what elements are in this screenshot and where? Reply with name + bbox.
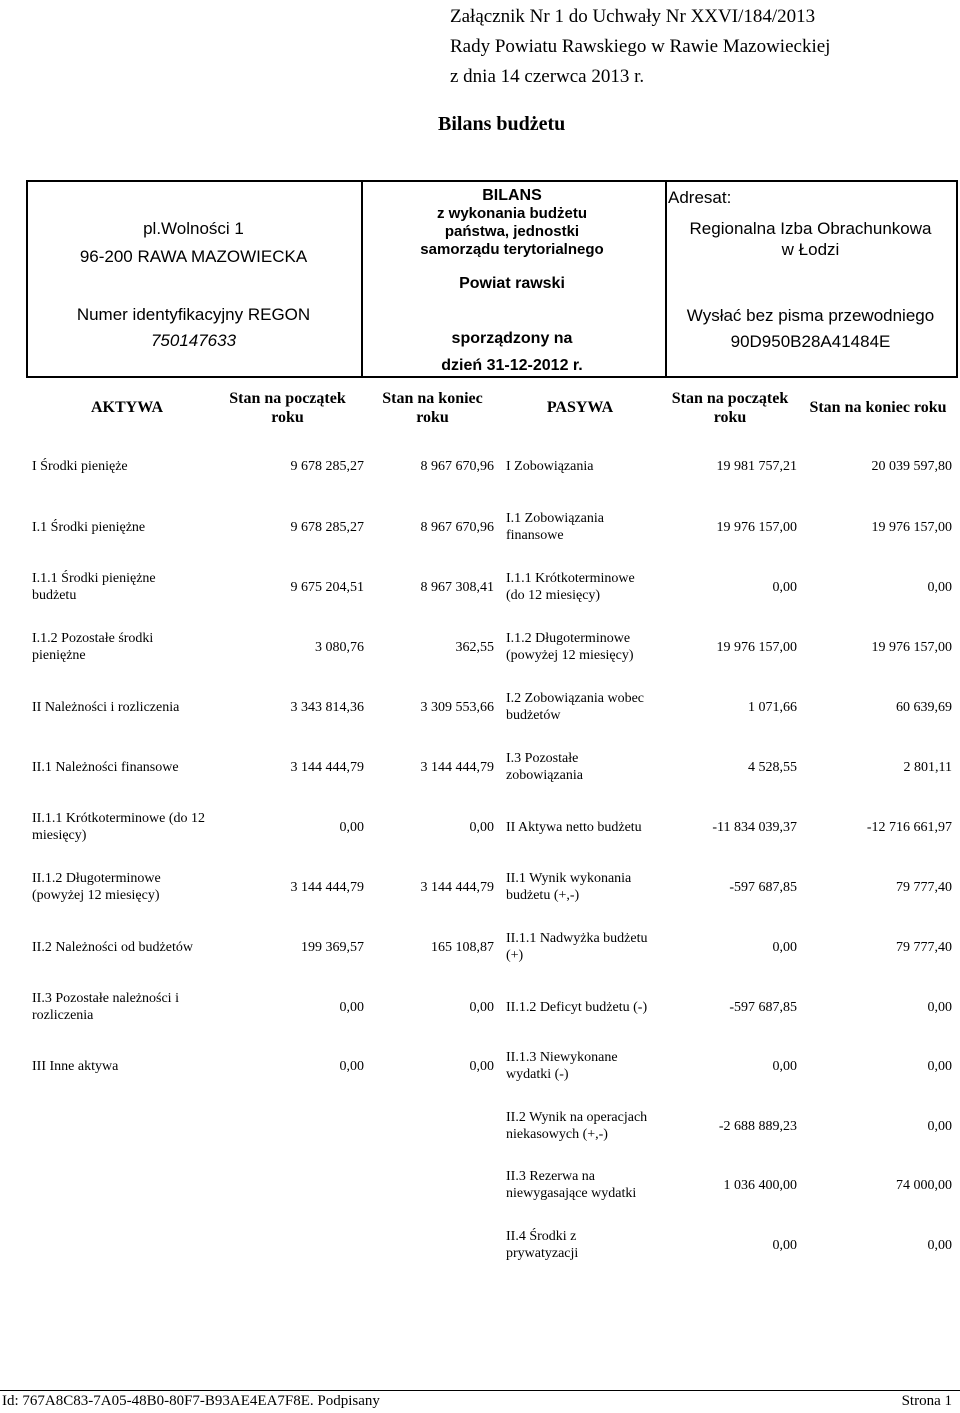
- aktywa-start-value: 0,00: [339, 1000, 364, 1015]
- col-stan-poczatek-aktywa: [210, 389, 365, 427]
- pasywa-end-value: 0,00: [927, 1059, 952, 1074]
- aktywa-end-value: 8 967 670,96: [420, 459, 494, 474]
- aktywa-end-value: 0,00: [469, 820, 494, 835]
- pasywa-label: II.4 Środki z prywatyzacji: [506, 1229, 579, 1261]
- col-stan-poczatek-pasywa-line2: roku: [713, 409, 747, 426]
- header-line-1: Załącznik Nr 1 do Uchwały Nr XXVI/184/2013: [450, 6, 816, 27]
- footer-id: Id: 767A8C83-7A05-48B0-80F7-B93AE4EA7F8E. Podpisany: [2, 1393, 380, 1409]
- aktywa-label: I Środki pienięże: [32, 459, 128, 474]
- pasywa-end-value: 19 976 157,00: [871, 640, 952, 655]
- address-block: [28, 215, 359, 271]
- pasywa-label: I Zobowiązania: [506, 459, 594, 474]
- aktywa-end-value: 0,00: [469, 1000, 494, 1015]
- pasywa-end-value: 20 039 597,80: [871, 459, 952, 474]
- pasywa-label: I.1 Zobowiązania finansowe: [506, 511, 604, 543]
- col-aktywa: AKTYWA: [90, 399, 163, 416]
- bilans-block: [361, 187, 663, 259]
- aktywa-start-value: 9 678 285,27: [290, 459, 364, 474]
- aktywa-label: II Należności i rozliczenia: [32, 700, 180, 715]
- document-code: 90D950B28A41484E: [730, 332, 891, 351]
- aktywa-end-value: 362,55: [455, 640, 494, 655]
- sporzadzony-label: sporządzony na: [451, 330, 573, 347]
- bilans-title: BILANS: [482, 187, 542, 204]
- col-stan-koniec-pasywa: Stan na koniec roku: [809, 399, 947, 416]
- aktywa-start-value: 9 678 285,27: [290, 520, 364, 535]
- aktywa-end-value: 8 967 308,41: [420, 580, 494, 595]
- col-stan-koniec-aktywa-line2: roku: [416, 409, 449, 426]
- recipient-name: Regionalna Izba Obrachunkowa: [689, 219, 932, 238]
- pasywa-label: II.1.2 Deficyt budżetu (-): [506, 1000, 648, 1015]
- document-header: [450, 2, 830, 92]
- pasywa-label: II.1 Wynik wykonania budżetu (+,-): [506, 871, 632, 903]
- address-city: 96-200 RAWA MAZOWIECKA: [79, 247, 308, 266]
- aktywa-start-value: 3 144 444,79: [290, 880, 364, 895]
- pasywa-start-value: 19 976 157,00: [716, 640, 797, 655]
- bilans-subtitle-3: samorządu terytorialnego: [420, 241, 604, 258]
- aktywa-end-value: 8 967 670,96: [420, 520, 494, 535]
- pasywa-label: II.3 Rezerwa na niewygasające wydatki: [506, 1169, 637, 1201]
- pasywa-start-value: 0,00: [772, 1238, 797, 1253]
- pasywa-start-value: -2 688 889,23: [718, 1119, 797, 1134]
- aktywa-label: I.1.2 Pozostałe środki pieniężne: [32, 631, 154, 663]
- address-street: pl.Wolności 1: [143, 219, 244, 238]
- header-line-2: Rady Powiatu Rawskiego w Rawie Mazowieckiej: [450, 36, 831, 57]
- aktywa-label: III Inne aktywa: [32, 1059, 119, 1074]
- pasywa-end-value: 74 000,00: [896, 1178, 952, 1193]
- powiat-name: Powiat rawski: [459, 275, 565, 292]
- aktywa-label: II.1.2 Długoterminowe (powyżej 12 miesięcy): [32, 871, 161, 903]
- pasywa-start-value: -11 834 039,37: [712, 820, 797, 835]
- pasywa-start-value: 0,00: [772, 1059, 797, 1074]
- pasywa-end-value: 0,00: [927, 1119, 952, 1134]
- aktywa-end-value: 0,00: [469, 1059, 494, 1074]
- pasywa-end-value: 60 639,69: [896, 700, 952, 715]
- pasywa-start-value: 19 981 757,21: [716, 459, 797, 474]
- footer-divider: [0, 1390, 960, 1391]
- recipient-city: w Łodzi: [781, 240, 840, 259]
- pasywa-start-value: 1 071,66: [748, 700, 797, 715]
- bilans-subtitle-2: państwa, jednostki: [444, 223, 580, 240]
- pasywa-label: I.1.2 Długoterminowe (powyżej 12 miesięcy): [506, 631, 634, 663]
- aktywa-label: II.3 Pozostałe należności i rozliczenia: [32, 991, 179, 1023]
- pasywa-end-value: -12 716 661,97: [866, 820, 952, 835]
- pasywa-label: I.1.1 Krótkoterminowe (do 12 miesięcy): [506, 571, 635, 603]
- pasywa-label: II Aktywa netto budżetu: [506, 820, 642, 835]
- aktywa-start-value: 0,00: [339, 1059, 364, 1074]
- col-stan-koniec-aktywa: [365, 389, 500, 427]
- col-stan-poczatek-aktywa-line2: roku: [271, 409, 304, 426]
- pasywa-start-value: 19 976 157,00: [716, 520, 797, 535]
- pasywa-end-value: 0,00: [927, 1238, 952, 1253]
- pasywa-label: II.1.3 Niewykonane wydatki (-): [506, 1050, 618, 1082]
- pasywa-end-value: 0,00: [927, 1000, 952, 1015]
- regon-number: 750147633: [150, 331, 237, 350]
- document-title: Bilans budżetu: [438, 113, 566, 135]
- recipient-block: [665, 218, 956, 260]
- aktywa-end-value: 3 144 444,79: [420, 880, 494, 895]
- aktywa-label: II.1 Należności finansowe: [32, 760, 179, 775]
- col-stan-koniec-aktywa-line1: Stan na koniec: [382, 390, 483, 407]
- adresat-label: Adresat:: [668, 188, 732, 207]
- regon-block: [28, 302, 359, 354]
- aktywa-start-value: 199 369,57: [301, 940, 364, 955]
- col-pasywa: PASYWA: [546, 399, 614, 416]
- aktywa-label: I.1.1 Środki pieniężne budżetu: [32, 571, 156, 603]
- col-stan-poczatek-pasywa-line1: Stan na początek: [671, 390, 789, 407]
- regon-label: Numer identyfikacyjny REGON: [76, 305, 311, 324]
- pasywa-label: II.2 Wynik na operacjach niekasowych (+,-): [506, 1110, 648, 1142]
- pasywa-end-value: 2 801,11: [903, 760, 952, 775]
- aktywa-end-value: 165 108,87: [431, 940, 494, 955]
- aktywa-start-value: 9 675 204,51: [290, 580, 364, 595]
- pasywa-label: II.1.1 Nadwyżka budżetu (+): [506, 931, 648, 963]
- aktywa-start-value: 0,00: [339, 820, 364, 835]
- pasywa-start-value: -597 687,85: [729, 1000, 797, 1015]
- aktywa-start-value: 3 144 444,79: [290, 760, 364, 775]
- aktywa-end-value: 3 309 553,66: [420, 700, 494, 715]
- aktywa-start-value: 3 343 814,36: [290, 700, 364, 715]
- pasywa-end-value: 79 777,40: [896, 940, 952, 955]
- pasywa-end-value: 19 976 157,00: [871, 520, 952, 535]
- pasywa-start-value: 4 528,55: [748, 760, 797, 775]
- aktywa-label: II.1.1 Krótkoterminowe (do 12 miesięcy): [32, 811, 206, 843]
- footer-page-number: Strona 1: [901, 1393, 952, 1409]
- send-note: Wysłać bez pisma przewodniego: [686, 306, 935, 325]
- pasywa-start-value: 0,00: [772, 940, 797, 955]
- header-line-3: z dnia 14 czerwca 2013 r.: [450, 66, 645, 87]
- pasywa-start-value: 1 036 400,00: [723, 1178, 797, 1193]
- pasywa-label: I.3 Pozostałe zobowiązania: [506, 751, 583, 783]
- col-stan-poczatek-pasywa: [655, 389, 805, 427]
- aktywa-label: I.1 Środki pieniężne: [32, 520, 146, 535]
- report-date: dzień 31-12-2012 r.: [441, 357, 583, 374]
- pasywa-start-value: -597 687,85: [729, 880, 797, 895]
- pasywa-end-value: 0,00: [927, 580, 952, 595]
- bilans-subtitle-1: z wykonania budżetu: [436, 205, 587, 222]
- aktywa-label: II.2 Należności od budżetów: [32, 940, 193, 955]
- pasywa-start-value: 0,00: [772, 580, 797, 595]
- aktywa-start-value: 3 080,76: [315, 640, 364, 655]
- send-block: [665, 303, 956, 355]
- col-stan-poczatek-aktywa-line1: Stan na początek: [229, 390, 346, 407]
- pasywa-end-value: 79 777,40: [896, 880, 952, 895]
- pasywa-label: I.2 Zobowiązania wobec budżetów: [506, 691, 644, 723]
- aktywa-end-value: 3 144 444,79: [420, 760, 494, 775]
